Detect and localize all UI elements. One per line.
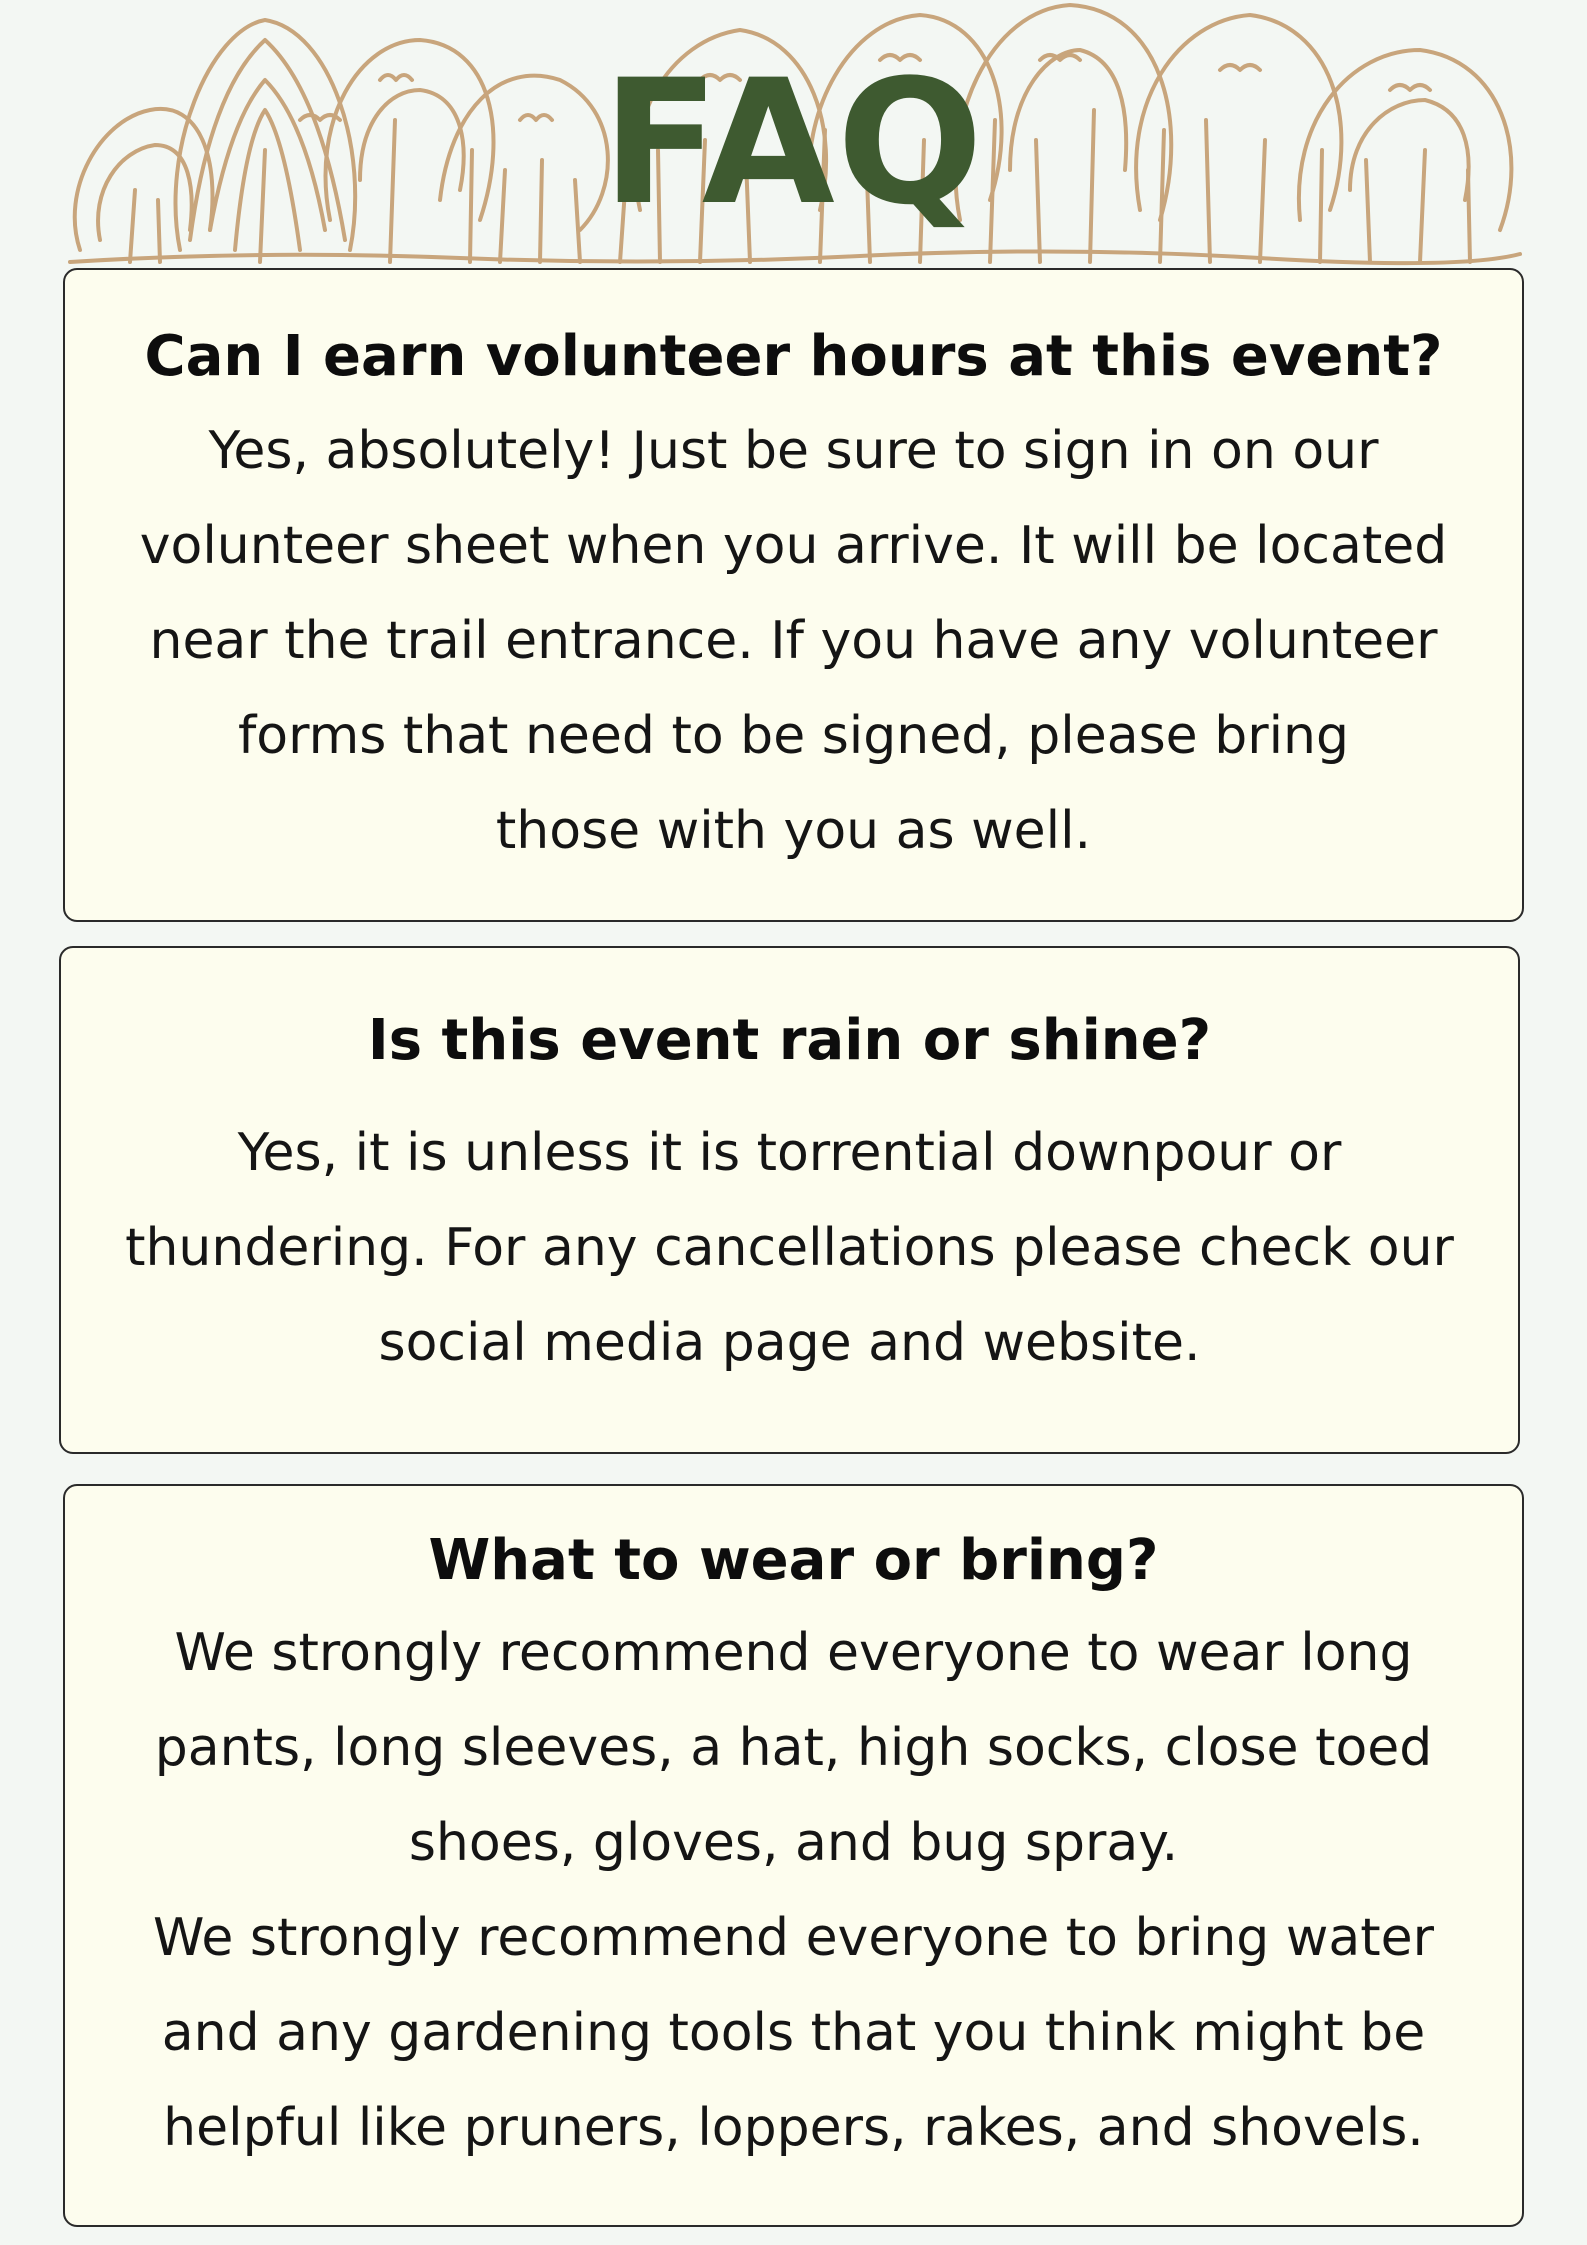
- faq-answer: [65, 1606, 1522, 2176]
- faq-answer-line: We strongly recommend everyone to bring water: [153, 1908, 1434, 1968]
- page-title: FAQ: [601, 42, 986, 243]
- faq-answer-line: thundering. For any cancellations please check our: [125, 1218, 1454, 1278]
- faq-card-what-to-wear: [63, 1484, 1524, 2227]
- faq-card-volunteer-hours: [63, 268, 1524, 922]
- faq-answer-line: Yes, absolutely! Just be sure to sign in on our: [208, 421, 1379, 481]
- faq-answer-line: social media page and website.: [378, 1313, 1201, 1373]
- faq-question: Can I earn volunteer hours at this event?: [144, 324, 1443, 389]
- faq-answer-line: and any gardening tools that you think might be: [161, 2003, 1426, 2063]
- faq-answer-line: Yes, it is unless it is torrential downpour or: [237, 1123, 1342, 1183]
- faq-answer-line: shoes, gloves, and bug spray.: [408, 1813, 1179, 1873]
- faq-answer-line: We strongly recommend everyone to wear long: [174, 1623, 1413, 1683]
- faq-answer-line: near the trail entrance. If you have any volunteer: [149, 611, 1438, 671]
- faq-question: What to wear or bring?: [428, 1528, 1159, 1593]
- faq-answer-line: volunteer sheet when you arrive. It will be located: [139, 516, 1448, 576]
- faq-answer-line: those with you as well.: [495, 801, 1092, 861]
- faq-answer: [61, 1106, 1518, 1391]
- faq-answer-line: helpful like pruners, loppers, rakes, and shovels.: [163, 2098, 1424, 2158]
- faq-question: Is this event rain or shine?: [367, 1008, 1212, 1073]
- faq-answer-line: forms that need to be signed, please bring: [237, 706, 1350, 766]
- faq-answer-line: pants, long sleeves, a hat, high socks, close toed: [154, 1718, 1433, 1778]
- faq-answer: [65, 404, 1522, 879]
- faq-card-rain-or-shine: [59, 946, 1520, 1454]
